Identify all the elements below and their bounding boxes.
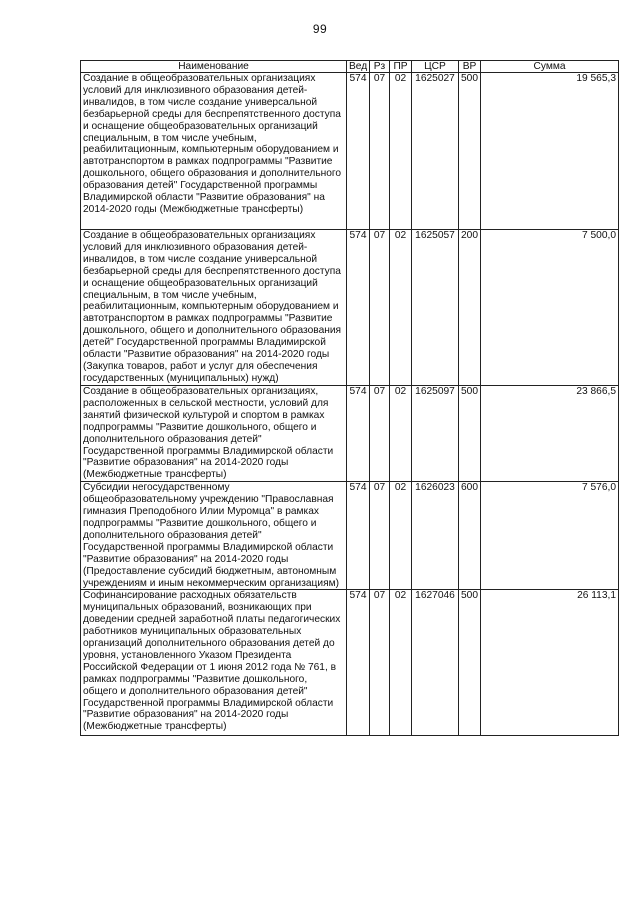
header-sum: Сумма — [481, 61, 619, 73]
row-sum: 7 576,0 — [481, 482, 619, 590]
row-name: Создание в общеобразовательных организациях условий для инклюзивного образования детей-инвалидов, в том числе создание универсальной безбарьерной среды для беспрепятственного доступа и оснащение общеобразовательных организаций специальным, в том числе учебным, реабилитационным, компьютерным оборудованием и автотранспортом в рамках подпрограммы "Развитие дошкольного, общего и дополнительного образования детей" Государственной программы Владимирской области "Развитие образования" на 2014-2020 годы (Закупка товаров, работ и услуг для обеспечения государственных (муниципальных) нужд) — [81, 230, 347, 386]
row-csr: 1625097 — [412, 386, 459, 482]
row-rz: 07 — [370, 230, 390, 386]
row-name: Создание в общеобразовательных организациях, расположенных в сельской местности, условий для занятий физической культурой и спортом в рамках подпрограммы "Развитие дошкольного, общего и дополнительного образования детей" Государственной программы Владимирской области "Развитие образования" на 2014-2020 годы (Межбюджетные трансферты) — [81, 386, 347, 482]
row-sum: 7 500,0 — [481, 230, 619, 386]
row-pr: 02 — [390, 73, 412, 230]
row-ved: 574 — [347, 230, 370, 386]
table-row — [81, 230, 619, 386]
header-name: Наименование — [81, 61, 347, 73]
row-csr: 1625027 — [412, 73, 459, 230]
page-number: 99 — [312, 22, 328, 36]
row-rz: 07 — [370, 386, 390, 482]
row-vr: 500 — [459, 590, 481, 736]
header-vr: ВР — [459, 61, 481, 73]
row-sum: 26 113,1 — [481, 590, 619, 736]
row-csr: 1626023 — [412, 482, 459, 590]
row-vr: 600 — [459, 482, 481, 590]
row-name: Субсидии негосударственному общеобразовательному учреждению "Православная гимназия Преподобного Илии Муромца" в рамках подпрограммы "Развитие дошкольного, общего и дополнительного образования детей" Государственной программы Владимирской области "Развитие образования" на 2014-2020 годы (Предоставление субсидий бюджетным, автономным учреждениям и иным некоммерческим организациям) — [81, 482, 347, 590]
row-pr: 02 — [390, 482, 412, 590]
row-pr: 02 — [390, 230, 412, 386]
header-csr: ЦСР — [412, 61, 459, 73]
header-pr: ПР — [390, 61, 412, 73]
row-ved: 574 — [347, 73, 370, 230]
row-csr: 1625057 — [412, 230, 459, 386]
header-rz: Рз — [370, 61, 390, 73]
row-ved: 574 — [347, 482, 370, 590]
row-vr: 500 — [459, 73, 481, 230]
row-sum: 19 565,3 — [481, 73, 619, 230]
budget-table — [80, 60, 619, 736]
row-vr: 500 — [459, 386, 481, 482]
row-csr: 1627046 — [412, 590, 459, 736]
table-body — [81, 73, 619, 736]
row-name: Создание в общеобразовательных организациях условий для инклюзивного образования детей-инвалидов, в том числе создание универсальной безбарьерной среды для беспрепятственного доступа и оснащение общеобразовательных организаций специальным, в том числе учебным, реабилитационным, компьютерным оборудованием и автотранспортом в рамках подпрограммы "Развитие дошкольного, общего образования и дополнительного образования детей" Государственной программы Владимирской области "Развитие образования" на 2014-2020 годы (Межбюджетные трансферты) — [81, 73, 347, 230]
table-row — [81, 590, 619, 736]
row-sum: 23 866,5 — [481, 386, 619, 482]
row-rz: 07 — [370, 590, 390, 736]
row-vr: 200 — [459, 230, 481, 386]
table-row — [81, 482, 619, 590]
row-pr: 02 — [390, 386, 412, 482]
table-header — [81, 61, 619, 73]
table-row — [81, 73, 619, 230]
header-ved: Вед — [347, 61, 370, 73]
header-row — [81, 61, 619, 73]
row-name: Софинансирование расходных обязательств муниципальных образований, возникающих при доведении средней заработной платы педагогических работников муниципальных образовательных организаций дополнительного образования детей до уровня, установленного Указом Президента Российской Федерации от 1 июня 2012 года № 761, в рамках подпрограммы "Развитие дошкольного, общего и дополнительного образования детей" Государственной программы Владимирской области "Развитие образования" на 2014-2020 годы (Межбюджетные трансферты) — [81, 590, 347, 736]
row-rz: 07 — [370, 482, 390, 590]
row-rz: 07 — [370, 73, 390, 230]
table-row — [81, 386, 619, 482]
row-ved: 574 — [347, 386, 370, 482]
row-pr: 02 — [390, 590, 412, 736]
row-ved: 574 — [347, 590, 370, 736]
